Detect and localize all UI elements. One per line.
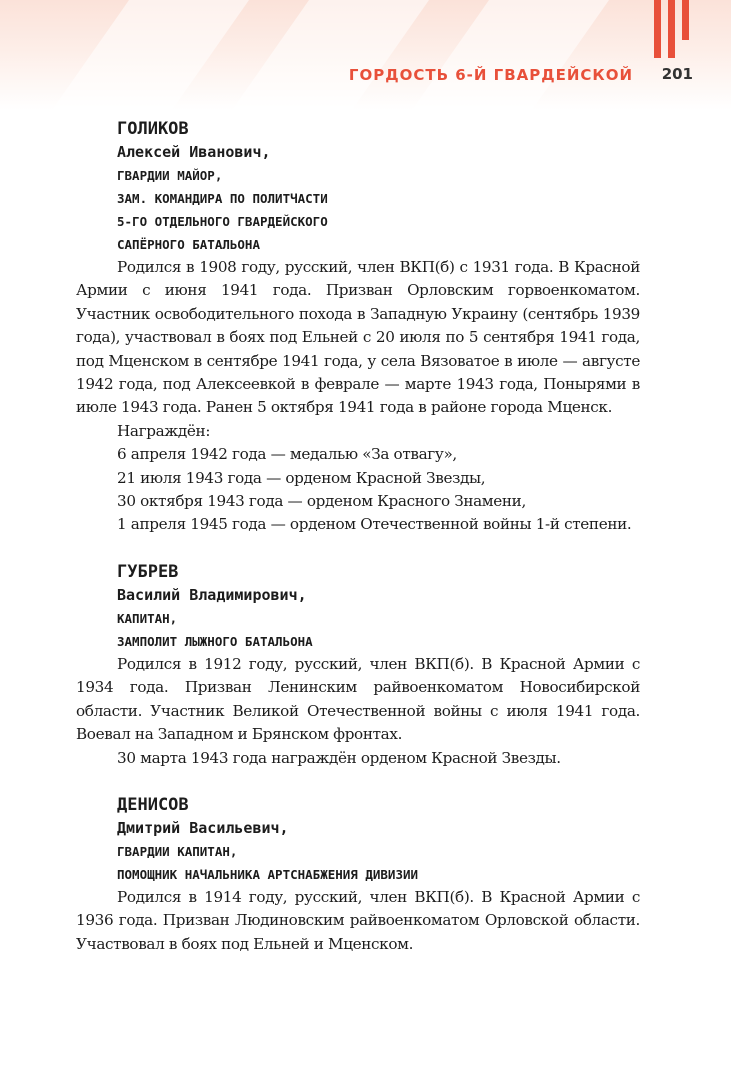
biography-text: Родился в 1908 году, русский, член ВКП(б) с 1931 года. В Красной Армии с июня 1941 года. Призван Орловским горвоенкоматом. Участник освободительного похода в Западную Украину (сентябрь 1939 года), участвовал в боях под Ельней с 20 июля по 5 сентября 1941 года, под Мценском в сентябре 1941 года, у села Вязоватое в июле — августе 1942 года, под Алексеевкой в феврале — марте 1943 года, Понырями в июле 1943 года. Ранен 5 октября 1941 года в районе города Мценск. bbox=[76, 258, 640, 417]
surname: ГУБРЕВ bbox=[117, 561, 179, 582]
rank-line: ГВАРДИИ МАЙОР, bbox=[117, 168, 223, 183]
page-content bbox=[76, 118, 640, 980]
biography-entry bbox=[76, 794, 640, 956]
awards-label: Награждён: bbox=[117, 421, 211, 440]
decorative-ray bbox=[3, 0, 277, 110]
stripe bbox=[654, 0, 661, 58]
award-line: 1 апреля 1945 года — орденом Отечественной войны 1-й степени. bbox=[117, 515, 632, 534]
rank-line: ЗАМПОЛИТ ЛЫЖНОГО БАТАЛЬОНА bbox=[117, 633, 313, 649]
rank-line: САПЁРНОГО БАТАЛЬОНА bbox=[117, 237, 260, 252]
award-line: 6 апреля 1942 года — медалью «За отвагу», bbox=[117, 445, 457, 464]
rank-line: 5-ГО ОТДЕЛЬНОГО ГВАРДЕЙСКОГО bbox=[117, 214, 328, 229]
running-title: ГОРДОСТЬ 6-Й ГВАРДЕЙСКОЙ bbox=[348, 66, 633, 84]
surname: ГОЛИКОВ bbox=[117, 119, 189, 139]
stripe bbox=[682, 0, 689, 40]
page-number: 201 bbox=[661, 65, 693, 83]
rank-line: ПОМОЩНИК НАЧАЛЬНИКА АРТСНАБЖЕНИЯ ДИВИЗИИ bbox=[117, 866, 419, 882]
award-line: 21 июля 1943 года — орденом Красной Звезды, bbox=[117, 468, 486, 487]
given-name: Дмитрий Васильевич, bbox=[117, 818, 289, 837]
header-background bbox=[0, 0, 731, 110]
surname: ДЕНИСОВ bbox=[117, 794, 189, 815]
given-name: Василий Владимирович, bbox=[117, 585, 307, 604]
biography-entry bbox=[76, 118, 640, 537]
entry-heading bbox=[76, 794, 640, 886]
rank-line: КАПИТАН, bbox=[117, 610, 178, 626]
biography-entry bbox=[76, 561, 640, 770]
stripe bbox=[668, 0, 675, 58]
award-line: 30 октября 1943 года — орденом Красного Знамени, bbox=[117, 492, 526, 511]
decorative-stripes bbox=[654, 0, 689, 60]
rank-line: ГВАРДИИ КАПИТАН, bbox=[117, 843, 238, 859]
biography-text: Родился в 1914 году, русский, член ВКП(б). В Красной Армии с 1936 года. Призван Людиновским райвоенкоматом Орловской области. Участвовал в боях под Ельней и Мценском. bbox=[76, 887, 640, 953]
entry-heading bbox=[76, 118, 640, 256]
biography-text: Родился в 1912 году, русский, член ВКП(б). В Красной Армии с 1934 года. Призван Ленинским райвоенкоматом Новосибирской области. Участник Великой Отечественной войны с июля 1941 года. Воевал на Западном и Брянском фронтах. bbox=[76, 654, 640, 744]
rank-line: ЗАМ. КОМАНДИРА ПО ПОЛИТЧАСТИ bbox=[117, 191, 328, 206]
entry-heading bbox=[76, 561, 640, 653]
award-line: 30 марта 1943 года награждён орденом Красной Звезды. bbox=[117, 748, 561, 767]
given-name: Алексей Иванович, bbox=[117, 143, 271, 161]
